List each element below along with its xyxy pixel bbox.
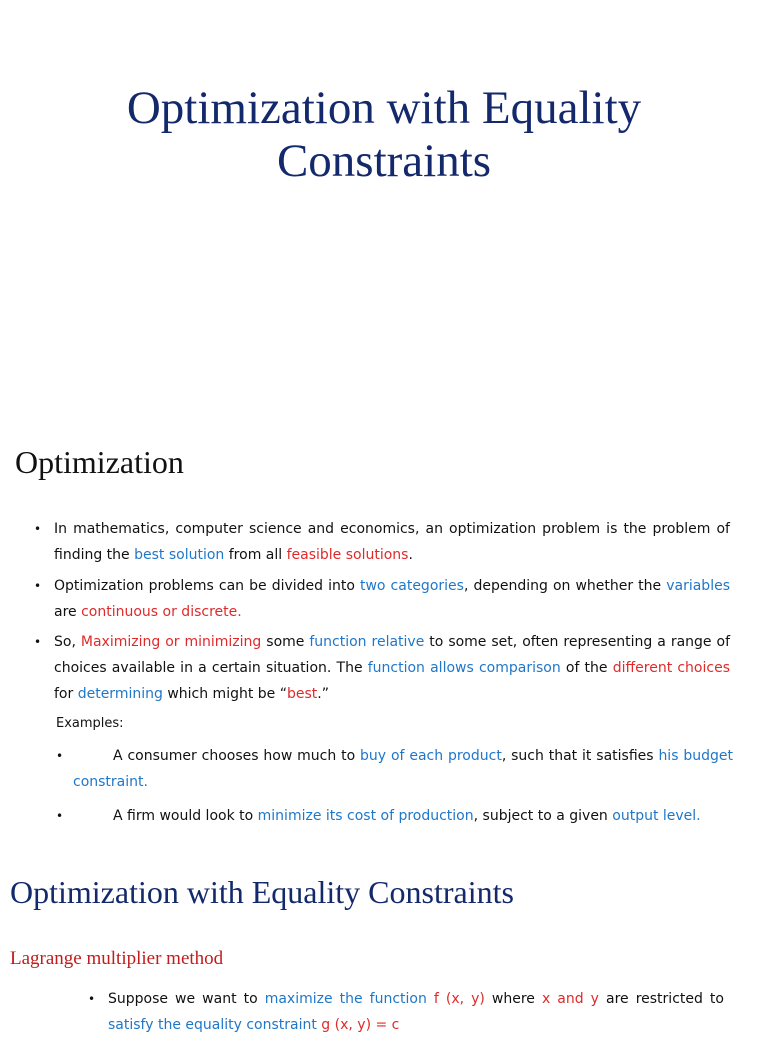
bullet-text: . [408, 547, 413, 563]
bullet-text: from all [224, 547, 287, 563]
bullet-item [84, 986, 724, 1038]
example-plain: A firm would look to [113, 808, 258, 824]
highlight-x-and-y: x and y [541, 991, 599, 1007]
bullet-text: for [54, 686, 78, 702]
bullet-list [30, 629, 730, 707]
bullet-list [84, 986, 724, 1038]
highlight-function-allows: function allows comparison [367, 660, 561, 676]
example-plain: , subject to a given [473, 808, 613, 824]
highlight-satisfy-constraint: satisfy the equality constraint [108, 1017, 317, 1033]
bullet-text: .” [317, 686, 329, 702]
bullet-text: In mathematics, computer science and economics, an optimization problem is the problem of finding the [54, 521, 730, 563]
example-plain: A consumer chooses how much to [113, 748, 361, 764]
bullet-text: some [261, 634, 310, 650]
bullet-text: So, [54, 634, 81, 650]
example-plain: , such that it satisfies [501, 748, 659, 764]
example-item [52, 743, 733, 795]
bullet-list [30, 573, 730, 625]
bullet-text: which might be “ [162, 686, 287, 702]
highlight-different-choices: different choices [612, 660, 730, 676]
example-text [52, 803, 733, 829]
example-item [52, 803, 733, 829]
bullet-text: of the [560, 660, 613, 676]
title-line-2: Constraints [276, 135, 492, 187]
bullet-item [30, 516, 730, 568]
highlight-minimize-cost: minimize its cost of production [257, 808, 474, 824]
highlight-g-xy-c: g (x, y) = c [316, 1017, 400, 1033]
section-heading-optimization: Optimization [15, 444, 184, 480]
highlight-feasible-solutions: feasible solutions [286, 547, 409, 563]
highlight-best: best [287, 686, 318, 702]
page-title [0, 82, 768, 188]
highlight-budget-constraint: his budget constraint. [73, 748, 733, 790]
bullet-text: where [484, 991, 542, 1007]
bullet-dot-icon: • [56, 749, 64, 763]
bullet-list [30, 516, 730, 568]
examples-label: Examples: [56, 716, 124, 731]
bullet-text: Suppose we want to [108, 991, 265, 1007]
bullet-text: Optimization problems can be divided into [54, 578, 360, 594]
highlight-buy-each-product: buy of each product [360, 748, 502, 764]
highlight-variables: variables [666, 578, 730, 594]
bullet-text: are restricted to [598, 991, 724, 1007]
section-heading-equality-constraints: Optimization with Equality Constraints [10, 874, 514, 910]
example-text [52, 743, 733, 795]
bullet-text: to some set, often representing a range of choices available in a certain situation. The [54, 634, 730, 676]
bullet-text: are [54, 604, 82, 620]
highlight-function-relative: function relative [309, 634, 425, 650]
highlight-two-categories: two categories [359, 578, 464, 594]
highlight-max-min: Maximizing or minimizing [80, 634, 262, 650]
bullet-text: , depending on whether the [463, 578, 667, 594]
highlight-maximize-function: maximize the function [264, 991, 427, 1007]
bullet-item [30, 629, 730, 707]
highlight-output-level: output level. [612, 808, 701, 824]
subheading-lagrange: Lagrange multiplier method [10, 948, 224, 969]
highlight-f-xy: f (x, y) [426, 991, 485, 1007]
title-line-1: Optimization with Equality [126, 82, 642, 134]
highlight-determining: determining [77, 686, 163, 702]
bullet-dot-icon: • [56, 809, 64, 823]
highlight-best-solution: best solution [134, 547, 225, 563]
bullet-item [30, 573, 730, 625]
highlight-continuous-discrete: continuous or discrete. [81, 604, 242, 620]
